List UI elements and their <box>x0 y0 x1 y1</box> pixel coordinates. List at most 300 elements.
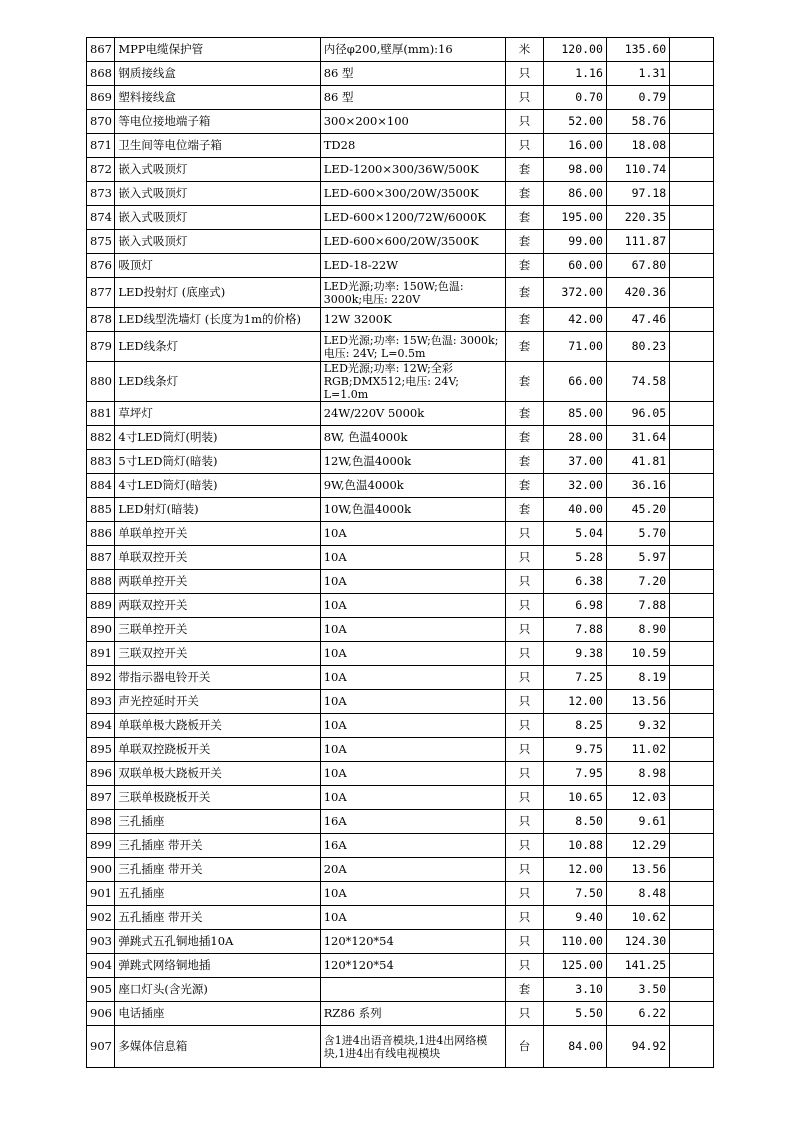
price-tax-cell: 135.60 <box>606 38 669 62</box>
unit-cell: 只 <box>506 738 543 762</box>
item-name-cell: 三联双控开关 <box>115 642 320 666</box>
row-number-cell: 907 <box>87 1026 115 1068</box>
item-name-cell: LED线条灯 <box>115 332 320 362</box>
row-number-cell: 870 <box>87 110 115 134</box>
table-row <box>87 954 714 978</box>
price-cell: 7.88 <box>543 618 606 642</box>
price-tax-cell: 0.79 <box>606 86 669 110</box>
price-tax-cell: 96.05 <box>606 402 669 426</box>
price-tax-cell: 5.70 <box>606 522 669 546</box>
price-cell: 9.75 <box>543 738 606 762</box>
table-row <box>87 182 714 206</box>
row-number-cell: 868 <box>87 62 115 86</box>
item-name-cell: 座口灯头(含光源) <box>115 978 320 1002</box>
row-number-cell: 878 <box>87 308 115 332</box>
table-row <box>87 362 714 402</box>
unit-cell: 只 <box>506 134 543 158</box>
remark-cell <box>670 618 714 642</box>
item-spec-cell: LED-600×1200/72W/6000K <box>320 206 506 230</box>
item-name-cell: 三孔插座 <box>115 810 320 834</box>
item-name-cell: 三联单极跷板开关 <box>115 786 320 810</box>
price-cell: 110.00 <box>543 930 606 954</box>
price-tax-cell: 141.25 <box>606 954 669 978</box>
table-row <box>87 546 714 570</box>
table-row <box>87 308 714 332</box>
table-row <box>87 522 714 546</box>
row-number-cell: 867 <box>87 38 115 62</box>
item-name-cell: 钢质接线盒 <box>115 62 320 86</box>
unit-cell: 只 <box>506 906 543 930</box>
row-number-cell: 898 <box>87 810 115 834</box>
price-cell: 7.95 <box>543 762 606 786</box>
unit-cell: 套 <box>506 230 543 254</box>
table-row <box>87 332 714 362</box>
remark-cell <box>670 834 714 858</box>
item-spec-cell: 20A <box>320 858 506 882</box>
price-tax-cell: 124.30 <box>606 930 669 954</box>
price-cell: 42.00 <box>543 308 606 332</box>
item-spec-cell: LED-18-22W <box>320 254 506 278</box>
item-name-cell: 卫生间等电位端子箱 <box>115 134 320 158</box>
price-tax-cell: 111.87 <box>606 230 669 254</box>
item-name-cell: 单联双控跷板开关 <box>115 738 320 762</box>
table-row <box>87 206 714 230</box>
row-number-cell: 904 <box>87 954 115 978</box>
item-name-cell: 塑料接线盒 <box>115 86 320 110</box>
remark-cell <box>670 1026 714 1068</box>
price-tax-cell: 8.90 <box>606 618 669 642</box>
unit-cell: 只 <box>506 714 543 738</box>
item-spec-cell: RZ86 系列 <box>320 1002 506 1026</box>
price-tax-cell: 110.74 <box>606 158 669 182</box>
item-name-cell: 两联双控开关 <box>115 594 320 618</box>
item-name-cell: 带指示器电铃开关 <box>115 666 320 690</box>
unit-cell: 只 <box>506 786 543 810</box>
price-cell: 98.00 <box>543 158 606 182</box>
remark-cell <box>670 134 714 158</box>
row-number-cell: 884 <box>87 474 115 498</box>
item-name-cell: 4寸LED筒灯(暗装) <box>115 474 320 498</box>
item-spec-cell: TD28 <box>320 134 506 158</box>
item-name-cell: 嵌入式吸顶灯 <box>115 230 320 254</box>
item-spec-cell: 10A <box>320 882 506 906</box>
item-name-cell: LED线型洗墙灯 (长度为1m的价格) <box>115 308 320 332</box>
unit-cell: 套 <box>506 450 543 474</box>
row-number-cell: 895 <box>87 738 115 762</box>
remark-cell <box>670 158 714 182</box>
table-row <box>87 882 714 906</box>
table-row <box>87 786 714 810</box>
item-name-cell: 多媒体信息箱 <box>115 1026 320 1068</box>
item-spec-cell: 10A <box>320 762 506 786</box>
remark-cell <box>670 474 714 498</box>
price-cell: 7.25 <box>543 666 606 690</box>
unit-cell: 只 <box>506 666 543 690</box>
item-spec-cell: 内径φ200,壁厚(mm):16 <box>320 38 506 62</box>
table-row <box>87 810 714 834</box>
item-name-cell: LED射灯(暗装) <box>115 498 320 522</box>
price-cell: 7.50 <box>543 882 606 906</box>
price-tax-cell: 36.16 <box>606 474 669 498</box>
unit-cell: 套 <box>506 182 543 206</box>
item-spec-cell: 10A <box>320 738 506 762</box>
price-cell: 66.00 <box>543 362 606 402</box>
item-name-cell: 单联单控开关 <box>115 522 320 546</box>
row-number-cell: 897 <box>87 786 115 810</box>
table-row <box>87 62 714 86</box>
item-spec-cell: LED光源;功率: 150W;色温: 3000k;电压: 220V <box>320 278 506 308</box>
price-cell: 3.10 <box>543 978 606 1002</box>
item-spec-cell: 8W, 色温4000k <box>320 426 506 450</box>
remark-cell <box>670 38 714 62</box>
item-spec-cell: LED光源;功率: 12W;全彩 RGB;DMX512;电压: 24V; L=1.0m <box>320 362 506 402</box>
item-spec-cell: 10A <box>320 618 506 642</box>
price-tax-cell: 3.50 <box>606 978 669 1002</box>
unit-cell: 只 <box>506 834 543 858</box>
price-cell: 52.00 <box>543 110 606 134</box>
item-spec-cell: 86 型 <box>320 62 506 86</box>
item-name-cell: 单联单极大跷板开关 <box>115 714 320 738</box>
price-cell: 12.00 <box>543 858 606 882</box>
price-cell: 71.00 <box>543 332 606 362</box>
remark-cell <box>670 182 714 206</box>
remark-cell <box>670 666 714 690</box>
item-name-cell: 吸顶灯 <box>115 254 320 278</box>
remark-cell <box>670 498 714 522</box>
item-name-cell: MPP电缆保护管 <box>115 38 320 62</box>
item-name-cell: 三孔插座 带开关 <box>115 858 320 882</box>
table-row <box>87 930 714 954</box>
item-name-cell: 三联单控开关 <box>115 618 320 642</box>
unit-cell: 只 <box>506 858 543 882</box>
unit-cell: 套 <box>506 498 543 522</box>
item-spec-cell: 10A <box>320 546 506 570</box>
item-spec-cell: 12W 3200K <box>320 308 506 332</box>
price-cell: 8.50 <box>543 810 606 834</box>
price-cell: 40.00 <box>543 498 606 522</box>
remark-cell <box>670 206 714 230</box>
row-number-cell: 876 <box>87 254 115 278</box>
remark-cell <box>670 522 714 546</box>
item-spec-cell: 24W/220V 5000k <box>320 402 506 426</box>
remark-cell <box>670 362 714 402</box>
item-name-cell: LED投射灯 (底座式) <box>115 278 320 308</box>
table-row <box>87 666 714 690</box>
unit-cell: 只 <box>506 642 543 666</box>
row-number-cell: 881 <box>87 402 115 426</box>
price-tax-cell: 7.20 <box>606 570 669 594</box>
item-name-cell: LED线条灯 <box>115 362 320 402</box>
item-name-cell: 嵌入式吸顶灯 <box>115 206 320 230</box>
price-tax-cell: 8.19 <box>606 666 669 690</box>
item-spec-cell: 300×200×100 <box>320 110 506 134</box>
item-name-cell: 5寸LED筒灯(暗装) <box>115 450 320 474</box>
row-number-cell: 877 <box>87 278 115 308</box>
remark-cell <box>670 62 714 86</box>
price-cell: 86.00 <box>543 182 606 206</box>
item-name-cell: 两联单控开关 <box>115 570 320 594</box>
row-number-cell: 900 <box>87 858 115 882</box>
row-number-cell: 906 <box>87 1002 115 1026</box>
remark-cell <box>670 978 714 1002</box>
price-cell: 5.04 <box>543 522 606 546</box>
table-row <box>87 474 714 498</box>
item-name-cell: 三孔插座 带开关 <box>115 834 320 858</box>
item-spec-cell: 含1进4出语音模块,1进4出网络模块,1进4出有线电视模块 <box>320 1026 506 1068</box>
table-row <box>87 594 714 618</box>
remark-cell <box>670 570 714 594</box>
remark-cell <box>670 594 714 618</box>
remark-cell <box>670 810 714 834</box>
table-row <box>87 254 714 278</box>
price-cell: 125.00 <box>543 954 606 978</box>
table-row <box>87 762 714 786</box>
price-cell: 85.00 <box>543 402 606 426</box>
price-tax-cell: 45.20 <box>606 498 669 522</box>
price-tax-cell: 220.35 <box>606 206 669 230</box>
price-tax-cell: 11.02 <box>606 738 669 762</box>
item-spec-cell: 10A <box>320 906 506 930</box>
price-cell: 9.38 <box>543 642 606 666</box>
price-cell: 1.16 <box>543 62 606 86</box>
unit-cell: 只 <box>506 618 543 642</box>
row-number-cell: 879 <box>87 332 115 362</box>
item-name-cell: 嵌入式吸顶灯 <box>115 182 320 206</box>
unit-cell: 套 <box>506 308 543 332</box>
table-row <box>87 834 714 858</box>
price-tax-cell: 47.46 <box>606 308 669 332</box>
remark-cell <box>670 86 714 110</box>
remark-cell <box>670 858 714 882</box>
price-tax-cell: 10.59 <box>606 642 669 666</box>
item-name-cell: 4寸LED筒灯(明装) <box>115 426 320 450</box>
table-row <box>87 690 714 714</box>
price-tax-cell: 31.64 <box>606 426 669 450</box>
price-table <box>86 37 714 1068</box>
unit-cell: 只 <box>506 882 543 906</box>
price-tax-cell: 10.62 <box>606 906 669 930</box>
price-tax-cell: 18.08 <box>606 134 669 158</box>
remark-cell <box>670 278 714 308</box>
price-cell: 16.00 <box>543 134 606 158</box>
row-number-cell: 892 <box>87 666 115 690</box>
row-number-cell: 886 <box>87 522 115 546</box>
price-tax-cell: 80.23 <box>606 332 669 362</box>
item-name-cell: 五孔插座 带开关 <box>115 906 320 930</box>
row-number-cell: 902 <box>87 906 115 930</box>
item-spec-cell: LED-600×300/20W/3500K <box>320 182 506 206</box>
unit-cell: 只 <box>506 930 543 954</box>
item-spec-cell: 10A <box>320 714 506 738</box>
remark-cell <box>670 332 714 362</box>
row-number-cell: 871 <box>87 134 115 158</box>
table-row <box>87 426 714 450</box>
unit-cell: 套 <box>506 158 543 182</box>
remark-cell <box>670 786 714 810</box>
price-cell: 6.38 <box>543 570 606 594</box>
unit-cell: 套 <box>506 278 543 308</box>
item-spec-cell: LED光源;功率: 15W;色温: 3000k;电压: 24V; L=0.5m <box>320 332 506 362</box>
item-spec-cell: LED-1200×300/36W/500K <box>320 158 506 182</box>
remark-cell <box>670 690 714 714</box>
row-number-cell: 885 <box>87 498 115 522</box>
remark-cell <box>670 308 714 332</box>
price-tax-cell: 12.29 <box>606 834 669 858</box>
table-row <box>87 230 714 254</box>
item-spec-cell: 16A <box>320 810 506 834</box>
item-spec-cell: 10A <box>320 522 506 546</box>
item-spec-cell: 120*120*54 <box>320 930 506 954</box>
price-cell: 60.00 <box>543 254 606 278</box>
unit-cell: 只 <box>506 110 543 134</box>
row-number-cell: 896 <box>87 762 115 786</box>
price-tax-cell: 67.80 <box>606 254 669 278</box>
table-row <box>87 642 714 666</box>
price-cell: 84.00 <box>543 1026 606 1068</box>
price-cell: 6.98 <box>543 594 606 618</box>
item-spec-cell: 10W,色温4000k <box>320 498 506 522</box>
unit-cell: 只 <box>506 86 543 110</box>
table-row <box>87 1026 714 1068</box>
unit-cell: 套 <box>506 426 543 450</box>
table-row <box>87 978 714 1002</box>
unit-cell: 米 <box>506 38 543 62</box>
remark-cell <box>670 930 714 954</box>
remark-cell <box>670 882 714 906</box>
row-number-cell: 903 <box>87 930 115 954</box>
unit-cell: 台 <box>506 1026 543 1068</box>
item-name-cell: 嵌入式吸顶灯 <box>115 158 320 182</box>
price-cell: 5.28 <box>543 546 606 570</box>
price-cell: 195.00 <box>543 206 606 230</box>
unit-cell: 套 <box>506 362 543 402</box>
item-spec-cell: 10A <box>320 642 506 666</box>
row-number-cell: 899 <box>87 834 115 858</box>
item-name-cell: 声光控延时开关 <box>115 690 320 714</box>
row-number-cell: 905 <box>87 978 115 1002</box>
table-row <box>87 134 714 158</box>
unit-cell: 只 <box>506 62 543 86</box>
item-name-cell: 等电位接地端子箱 <box>115 110 320 134</box>
row-number-cell: 883 <box>87 450 115 474</box>
table-row <box>87 158 714 182</box>
price-tax-cell: 41.81 <box>606 450 669 474</box>
item-name-cell: 电话插座 <box>115 1002 320 1026</box>
table-row <box>87 38 714 62</box>
item-name-cell: 双联单极大跷板开关 <box>115 762 320 786</box>
item-spec-cell: LED-600×600/20W/3500K <box>320 230 506 254</box>
table-row <box>87 498 714 522</box>
unit-cell: 只 <box>506 954 543 978</box>
remark-cell <box>670 1002 714 1026</box>
item-spec-cell: 16A <box>320 834 506 858</box>
remark-cell <box>670 426 714 450</box>
item-spec-cell: 10A <box>320 666 506 690</box>
table-row <box>87 278 714 308</box>
remark-cell <box>670 254 714 278</box>
item-spec-cell: 9W,色温4000k <box>320 474 506 498</box>
table-row <box>87 858 714 882</box>
price-cell: 10.88 <box>543 834 606 858</box>
row-number-cell: 874 <box>87 206 115 230</box>
item-name-cell: 弹跳式网络铜地插 <box>115 954 320 978</box>
price-cell: 32.00 <box>543 474 606 498</box>
price-tax-cell: 58.76 <box>606 110 669 134</box>
item-spec-cell: 120*120*54 <box>320 954 506 978</box>
unit-cell: 只 <box>506 690 543 714</box>
row-number-cell: 894 <box>87 714 115 738</box>
table-row <box>87 1002 714 1026</box>
remark-cell <box>670 450 714 474</box>
price-tax-cell: 5.97 <box>606 546 669 570</box>
row-number-cell: 875 <box>87 230 115 254</box>
remark-cell <box>670 546 714 570</box>
unit-cell: 套 <box>506 254 543 278</box>
item-spec-cell: 10A <box>320 594 506 618</box>
item-spec-cell: 12W,色温4000k <box>320 450 506 474</box>
unit-cell: 只 <box>506 762 543 786</box>
unit-cell: 只 <box>506 810 543 834</box>
row-number-cell: 893 <box>87 690 115 714</box>
price-cell: 28.00 <box>543 426 606 450</box>
table-row <box>87 570 714 594</box>
price-tax-cell: 420.36 <box>606 278 669 308</box>
unit-cell: 套 <box>506 206 543 230</box>
row-number-cell: 889 <box>87 594 115 618</box>
price-tax-cell: 13.56 <box>606 690 669 714</box>
price-tax-cell: 74.58 <box>606 362 669 402</box>
price-tax-cell: 9.32 <box>606 714 669 738</box>
unit-cell: 只 <box>506 1002 543 1026</box>
price-tax-cell: 94.92 <box>606 1026 669 1068</box>
price-cell: 372.00 <box>543 278 606 308</box>
unit-cell: 套 <box>506 332 543 362</box>
row-number-cell: 869 <box>87 86 115 110</box>
table-row <box>87 450 714 474</box>
table-row <box>87 714 714 738</box>
row-number-cell: 887 <box>87 546 115 570</box>
item-spec-cell: 10A <box>320 690 506 714</box>
remark-cell <box>670 230 714 254</box>
remark-cell <box>670 714 714 738</box>
row-number-cell: 901 <box>87 882 115 906</box>
price-cell: 5.50 <box>543 1002 606 1026</box>
row-number-cell: 882 <box>87 426 115 450</box>
item-spec-cell: 10A <box>320 570 506 594</box>
price-cell: 0.70 <box>543 86 606 110</box>
item-spec-cell <box>320 978 506 1002</box>
remark-cell <box>670 954 714 978</box>
table-row <box>87 86 714 110</box>
price-tax-cell: 97.18 <box>606 182 669 206</box>
row-number-cell: 872 <box>87 158 115 182</box>
table-row <box>87 110 714 134</box>
row-number-cell: 890 <box>87 618 115 642</box>
price-tax-cell: 12.03 <box>606 786 669 810</box>
price-tax-cell: 13.56 <box>606 858 669 882</box>
remark-cell <box>670 642 714 666</box>
table-row <box>87 618 714 642</box>
row-number-cell: 888 <box>87 570 115 594</box>
price-cell: 8.25 <box>543 714 606 738</box>
price-tax-cell: 8.98 <box>606 762 669 786</box>
unit-cell: 套 <box>506 402 543 426</box>
price-tax-cell: 6.22 <box>606 1002 669 1026</box>
item-spec-cell: 86 型 <box>320 86 506 110</box>
table-body <box>87 38 714 1068</box>
price-tax-cell: 8.48 <box>606 882 669 906</box>
item-name-cell: 五孔插座 <box>115 882 320 906</box>
